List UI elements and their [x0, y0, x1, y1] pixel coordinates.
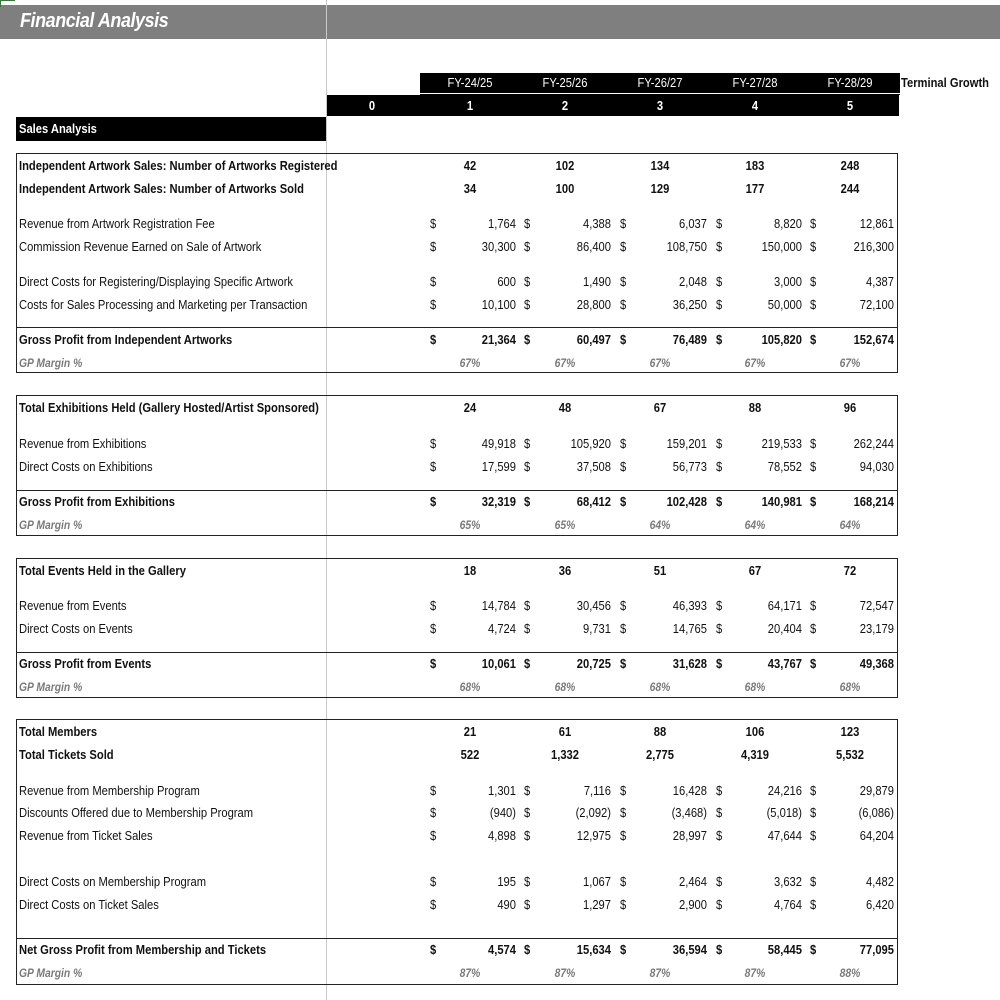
currency-symbol: $ [524, 598, 531, 613]
currency-symbol: $ [716, 332, 723, 347]
amount-value: 1,067 [583, 874, 611, 889]
amount-value: 28,800 [576, 297, 611, 312]
amount-value: 17,599 [481, 459, 516, 474]
currency-symbol: $ [620, 598, 627, 613]
margin-value: 64% [649, 518, 671, 532]
currency-symbol: $ [524, 216, 531, 231]
amount-value: 14,784 [481, 598, 516, 613]
amount-value: 2,900 [679, 897, 707, 912]
currency-symbol: $ [524, 274, 531, 289]
amount-value: 262,244 [853, 436, 894, 451]
currency-symbol: $ [524, 436, 531, 451]
amount-value: 490 [497, 897, 516, 912]
currency-symbol: $ [810, 828, 817, 843]
amount-value: 43,767 [767, 656, 802, 671]
amount-value: (5,018) [766, 805, 802, 820]
count-value: 24 [463, 400, 477, 415]
exhibitions-gp-separator [16, 490, 898, 491]
amount-value: 2,048 [679, 274, 707, 289]
period-index: 5 [846, 98, 854, 113]
row-label: GP Margin % [19, 356, 83, 370]
amount-value: (3,468) [671, 805, 707, 820]
count-value: 88 [748, 400, 762, 415]
currency-symbol: $ [524, 942, 531, 957]
currency-symbol: $ [430, 805, 437, 820]
currency-symbol: $ [716, 942, 723, 957]
count-value: 42 [463, 158, 477, 173]
amount-value: 4,574 [488, 942, 516, 957]
count-value: 72 [843, 563, 857, 578]
amount-value: 72,547 [859, 598, 894, 613]
currency-symbol: $ [524, 297, 531, 312]
currency-symbol: $ [620, 621, 627, 636]
row-label: Independent Artwork Sales: Number of Artworks Registered [19, 158, 338, 173]
row-label: Revenue from Events [19, 598, 127, 613]
amount-value: 10,100 [481, 297, 516, 312]
currency-symbol: $ [810, 598, 817, 613]
row-label: Revenue from Artwork Registration Fee [19, 216, 215, 231]
currency-symbol: $ [716, 828, 723, 843]
amount-value: 4,764 [774, 897, 802, 912]
amount-value: 600 [497, 274, 516, 289]
count-value: 106 [745, 724, 765, 739]
currency-symbol: $ [524, 656, 531, 671]
margin-value: 67% [459, 356, 481, 370]
amount-value: 108,750 [666, 239, 707, 254]
margin-value: 87% [459, 966, 481, 980]
currency-symbol: $ [716, 874, 723, 889]
currency-symbol: $ [524, 897, 531, 912]
currency-symbol: $ [620, 874, 627, 889]
amount-value: 58,445 [767, 942, 802, 957]
amount-value: 9,731 [583, 621, 611, 636]
currency-symbol: $ [524, 239, 531, 254]
currency-symbol: $ [716, 239, 723, 254]
currency-symbol: $ [524, 805, 531, 820]
title-banner [0, 5, 1000, 39]
currency-symbol: $ [620, 942, 627, 957]
row-label: Costs for Sales Processing and Marketing per Transaction [19, 297, 308, 312]
amount-value: (6,086) [858, 805, 894, 820]
currency-symbol: $ [430, 874, 437, 889]
margin-value: 65% [459, 518, 481, 532]
margin-value: 64% [744, 518, 766, 532]
currency-symbol: $ [524, 459, 531, 474]
amount-value: 30,456 [576, 598, 611, 613]
amount-value: 150,000 [761, 239, 802, 254]
count-value: 129 [650, 181, 670, 196]
currency-symbol: $ [430, 621, 437, 636]
row-label: Gross Profit from Exhibitions [19, 494, 175, 509]
row-label: Revenue from Ticket Sales [19, 828, 153, 843]
amount-value: 36,594 [672, 942, 707, 957]
amount-value: 8,820 [774, 216, 802, 231]
amount-value: 64,171 [767, 598, 802, 613]
amount-value: 60,497 [576, 332, 611, 347]
currency-symbol: $ [810, 783, 817, 798]
currency-symbol: $ [430, 897, 437, 912]
amount-value: 77,095 [859, 942, 894, 957]
currency-symbol: $ [716, 656, 723, 671]
amount-value: 168,214 [853, 494, 894, 509]
currency-symbol: $ [524, 494, 531, 509]
margin-value: 88% [839, 966, 861, 980]
currency-symbol: $ [716, 216, 723, 231]
currency-symbol: $ [810, 494, 817, 509]
count-value: 100 [555, 181, 575, 196]
row-label: GP Margin % [19, 966, 83, 980]
row-label: Discounts Offered due to Membership Program [19, 805, 254, 820]
count-value: 102 [555, 158, 575, 173]
count-value: 134 [650, 158, 670, 173]
currency-symbol: $ [620, 897, 627, 912]
count-value: 34 [463, 181, 477, 196]
currency-symbol: $ [716, 598, 723, 613]
currency-symbol: $ [430, 598, 437, 613]
row-label: Net Gross Profit from Membership and Tickets [19, 942, 267, 957]
currency-symbol: $ [716, 436, 723, 451]
row-label: Total Tickets Sold [19, 747, 114, 762]
currency-symbol: $ [620, 239, 627, 254]
amount-value: 105,920 [570, 436, 611, 451]
count-value: 244 [840, 181, 860, 196]
margin-value: 65% [554, 518, 576, 532]
margin-value: 68% [839, 680, 861, 694]
row-label: Direct Costs on Exhibitions [19, 459, 153, 474]
amount-value: 50,000 [767, 297, 802, 312]
row-label: Direct Costs on Events [19, 621, 133, 636]
margin-value: 68% [744, 680, 766, 694]
count-value: 1,332 [550, 747, 579, 762]
amount-value: 4,482 [866, 874, 894, 889]
currency-symbol: $ [810, 216, 817, 231]
year-header: FY-28/29 [827, 75, 873, 90]
amount-value: 6,420 [866, 897, 894, 912]
row-label: GP Margin % [19, 518, 83, 532]
margin-value: 87% [554, 966, 576, 980]
period-index: 1 [466, 98, 474, 113]
count-value: 522 [460, 747, 480, 762]
year-header: FY-25/26 [542, 75, 588, 90]
currency-symbol: $ [430, 656, 437, 671]
row-label: Gross Profit from Events [19, 656, 152, 671]
currency-symbol: $ [430, 332, 437, 347]
amount-value: 23,179 [859, 621, 894, 636]
currency-symbol: $ [620, 828, 627, 843]
amount-value: 21,364 [481, 332, 516, 347]
period-index: 3 [656, 98, 664, 113]
amount-value: 4,388 [583, 216, 611, 231]
row-label: Revenue from Membership Program [19, 783, 200, 798]
currency-symbol: $ [810, 239, 817, 254]
row-label: Commission Revenue Earned on Sale of Artwork [19, 239, 262, 254]
currency-symbol: $ [620, 436, 627, 451]
amount-value: 20,404 [767, 621, 802, 636]
count-value: 21 [463, 724, 477, 739]
currency-symbol: $ [620, 216, 627, 231]
amount-value: 78,552 [767, 459, 802, 474]
currency-symbol: $ [716, 783, 723, 798]
currency-symbol: $ [430, 436, 437, 451]
section-title: Sales Analysis [19, 121, 97, 136]
currency-symbol: $ [716, 621, 723, 636]
currency-symbol: $ [620, 783, 627, 798]
amount-value: 7,116 [583, 783, 611, 798]
row-label: Total Exhibitions Held (Gallery Hosted/Artist Sponsored) [19, 400, 319, 415]
amount-value: 24,216 [767, 783, 802, 798]
currency-symbol: $ [430, 216, 437, 231]
amount-value: 15,634 [576, 942, 611, 957]
amount-value: 1,764 [488, 216, 516, 231]
amount-value: 152,674 [853, 332, 894, 347]
amount-value: 6,037 [679, 216, 707, 231]
amount-value: 4,387 [866, 274, 894, 289]
membership-gp-separator [16, 938, 898, 939]
count-value: 248 [840, 158, 860, 173]
currency-symbol: $ [620, 805, 627, 820]
currency-symbol: $ [716, 805, 723, 820]
margin-value: 67% [649, 356, 671, 370]
count-value: 51 [653, 563, 667, 578]
currency-symbol: $ [810, 805, 817, 820]
amount-value: 4,724 [488, 621, 516, 636]
currency-symbol: $ [524, 332, 531, 347]
amount-value: 12,975 [576, 828, 611, 843]
amount-value: 32,319 [481, 494, 516, 509]
amount-value: 86,400 [576, 239, 611, 254]
row-label: Direct Costs for Registering/Displaying Specific Artwork [19, 274, 294, 289]
currency-symbol: $ [620, 297, 627, 312]
currency-symbol: $ [810, 897, 817, 912]
count-value: 61 [558, 724, 572, 739]
currency-symbol: $ [430, 783, 437, 798]
amount-value: 94,030 [859, 459, 894, 474]
count-value: 177 [745, 181, 765, 196]
currency-symbol: $ [716, 459, 723, 474]
amount-value: 46,393 [672, 598, 707, 613]
count-value: 18 [463, 563, 477, 578]
amount-value: 56,773 [672, 459, 707, 474]
amount-value: 64,204 [859, 828, 894, 843]
currency-symbol: $ [810, 656, 817, 671]
currency-symbol: $ [524, 874, 531, 889]
currency-symbol: $ [716, 897, 723, 912]
amount-value: 16,428 [672, 783, 707, 798]
amount-value: 4,898 [488, 828, 516, 843]
margin-value: 87% [744, 966, 766, 980]
currency-symbol: $ [716, 297, 723, 312]
amount-value: 1,490 [583, 274, 611, 289]
currency-symbol: $ [620, 274, 627, 289]
count-value: 2,775 [645, 747, 674, 762]
amount-value: 36,250 [672, 297, 707, 312]
year-header: FY-27/28 [732, 75, 778, 90]
currency-symbol: $ [810, 297, 817, 312]
amount-value: 3,632 [774, 874, 802, 889]
count-value: 123 [840, 724, 860, 739]
currency-symbol: $ [620, 656, 627, 671]
amount-value: 12,861 [859, 216, 894, 231]
year-header-underline [420, 93, 900, 94]
period-index: 2 [561, 98, 569, 113]
cell-selection-mark [0, 0, 15, 7]
margin-value: 64% [839, 518, 861, 532]
currency-symbol: $ [430, 297, 437, 312]
currency-symbol: $ [524, 783, 531, 798]
amount-value: 31,628 [672, 656, 707, 671]
amount-value: 28,997 [672, 828, 707, 843]
amount-value: 29,879 [859, 783, 894, 798]
year-header: FY-24/25 [447, 75, 493, 90]
amount-value: (2,092) [575, 805, 611, 820]
currency-symbol: $ [716, 274, 723, 289]
amount-value: 14,765 [672, 621, 707, 636]
currency-symbol: $ [810, 436, 817, 451]
page-title: Financial Analysis [20, 10, 169, 32]
amount-value: 10,061 [481, 656, 516, 671]
period-index: 4 [751, 98, 759, 113]
currency-symbol: $ [620, 494, 627, 509]
margin-value: 67% [744, 356, 766, 370]
count-value: 96 [843, 400, 857, 415]
amount-value: 20,725 [576, 656, 611, 671]
currency-symbol: $ [810, 274, 817, 289]
count-value: 67 [748, 563, 762, 578]
year-header: FY-26/27 [637, 75, 683, 90]
amount-value: 3,000 [774, 274, 802, 289]
currency-symbol: $ [810, 459, 817, 474]
row-label: Total Members [19, 724, 98, 739]
count-value: 36 [558, 563, 572, 578]
artworks-gp-separator [16, 327, 898, 328]
row-label: Gross Profit from Independent Artworks [19, 332, 233, 347]
row-label: Total Events Held in the Gallery [19, 563, 186, 578]
amount-value: 159,201 [666, 436, 707, 451]
currency-symbol: $ [620, 332, 627, 347]
amount-value: 105,820 [761, 332, 802, 347]
amount-value: 37,508 [576, 459, 611, 474]
row-label: Direct Costs on Ticket Sales [19, 897, 159, 912]
currency-symbol: $ [430, 494, 437, 509]
count-value: 67 [653, 400, 667, 415]
currency-symbol: $ [524, 828, 531, 843]
count-value: 5,532 [835, 747, 864, 762]
margin-value: 67% [554, 356, 576, 370]
currency-symbol: $ [810, 942, 817, 957]
events-gp-separator [16, 652, 898, 653]
period-index: 0 [368, 98, 376, 113]
amount-value: 76,489 [672, 332, 707, 347]
currency-symbol: $ [430, 459, 437, 474]
amount-value: 49,918 [481, 436, 516, 451]
currency-symbol: $ [810, 621, 817, 636]
amount-value: 2,464 [679, 874, 707, 889]
count-value: 183 [745, 158, 765, 173]
amount-value: 30,300 [481, 239, 516, 254]
currency-symbol: $ [430, 828, 437, 843]
amount-value: 1,301 [488, 783, 516, 798]
amount-value: 216,300 [853, 239, 894, 254]
amount-value: 140,981 [761, 494, 802, 509]
amount-value: 68,412 [576, 494, 611, 509]
currency-symbol: $ [430, 274, 437, 289]
row-label: GP Margin % [19, 680, 83, 694]
count-value: 4,319 [740, 747, 769, 762]
currency-symbol: $ [430, 942, 437, 957]
currency-symbol: $ [524, 621, 531, 636]
row-label: Revenue from Exhibitions [19, 436, 147, 451]
margin-value: 67% [839, 356, 861, 370]
amount-value: 102,428 [666, 494, 707, 509]
currency-symbol: $ [810, 874, 817, 889]
row-label: Independent Artwork Sales: Number of Artworks Sold [19, 181, 304, 196]
amount-value: 1,297 [583, 897, 611, 912]
amount-value: (940) [489, 805, 516, 820]
count-value: 88 [653, 724, 667, 739]
row-label: Direct Costs on Membership Program [19, 874, 207, 889]
amount-value: 49,368 [859, 656, 894, 671]
currency-symbol: $ [620, 459, 627, 474]
amount-value: 219,533 [761, 436, 802, 451]
margin-value: 68% [554, 680, 576, 694]
currency-symbol: $ [430, 239, 437, 254]
margin-value: 87% [649, 966, 671, 980]
margin-value: 68% [459, 680, 481, 694]
currency-symbol: $ [810, 332, 817, 347]
currency-symbol: $ [716, 494, 723, 509]
amount-value: 72,100 [859, 297, 894, 312]
terminal-growth-header: Terminal Growth [900, 75, 989, 90]
margin-value: 68% [649, 680, 671, 694]
count-value: 48 [558, 400, 572, 415]
amount-value: 47,644 [767, 828, 802, 843]
amount-value: 195 [497, 874, 516, 889]
